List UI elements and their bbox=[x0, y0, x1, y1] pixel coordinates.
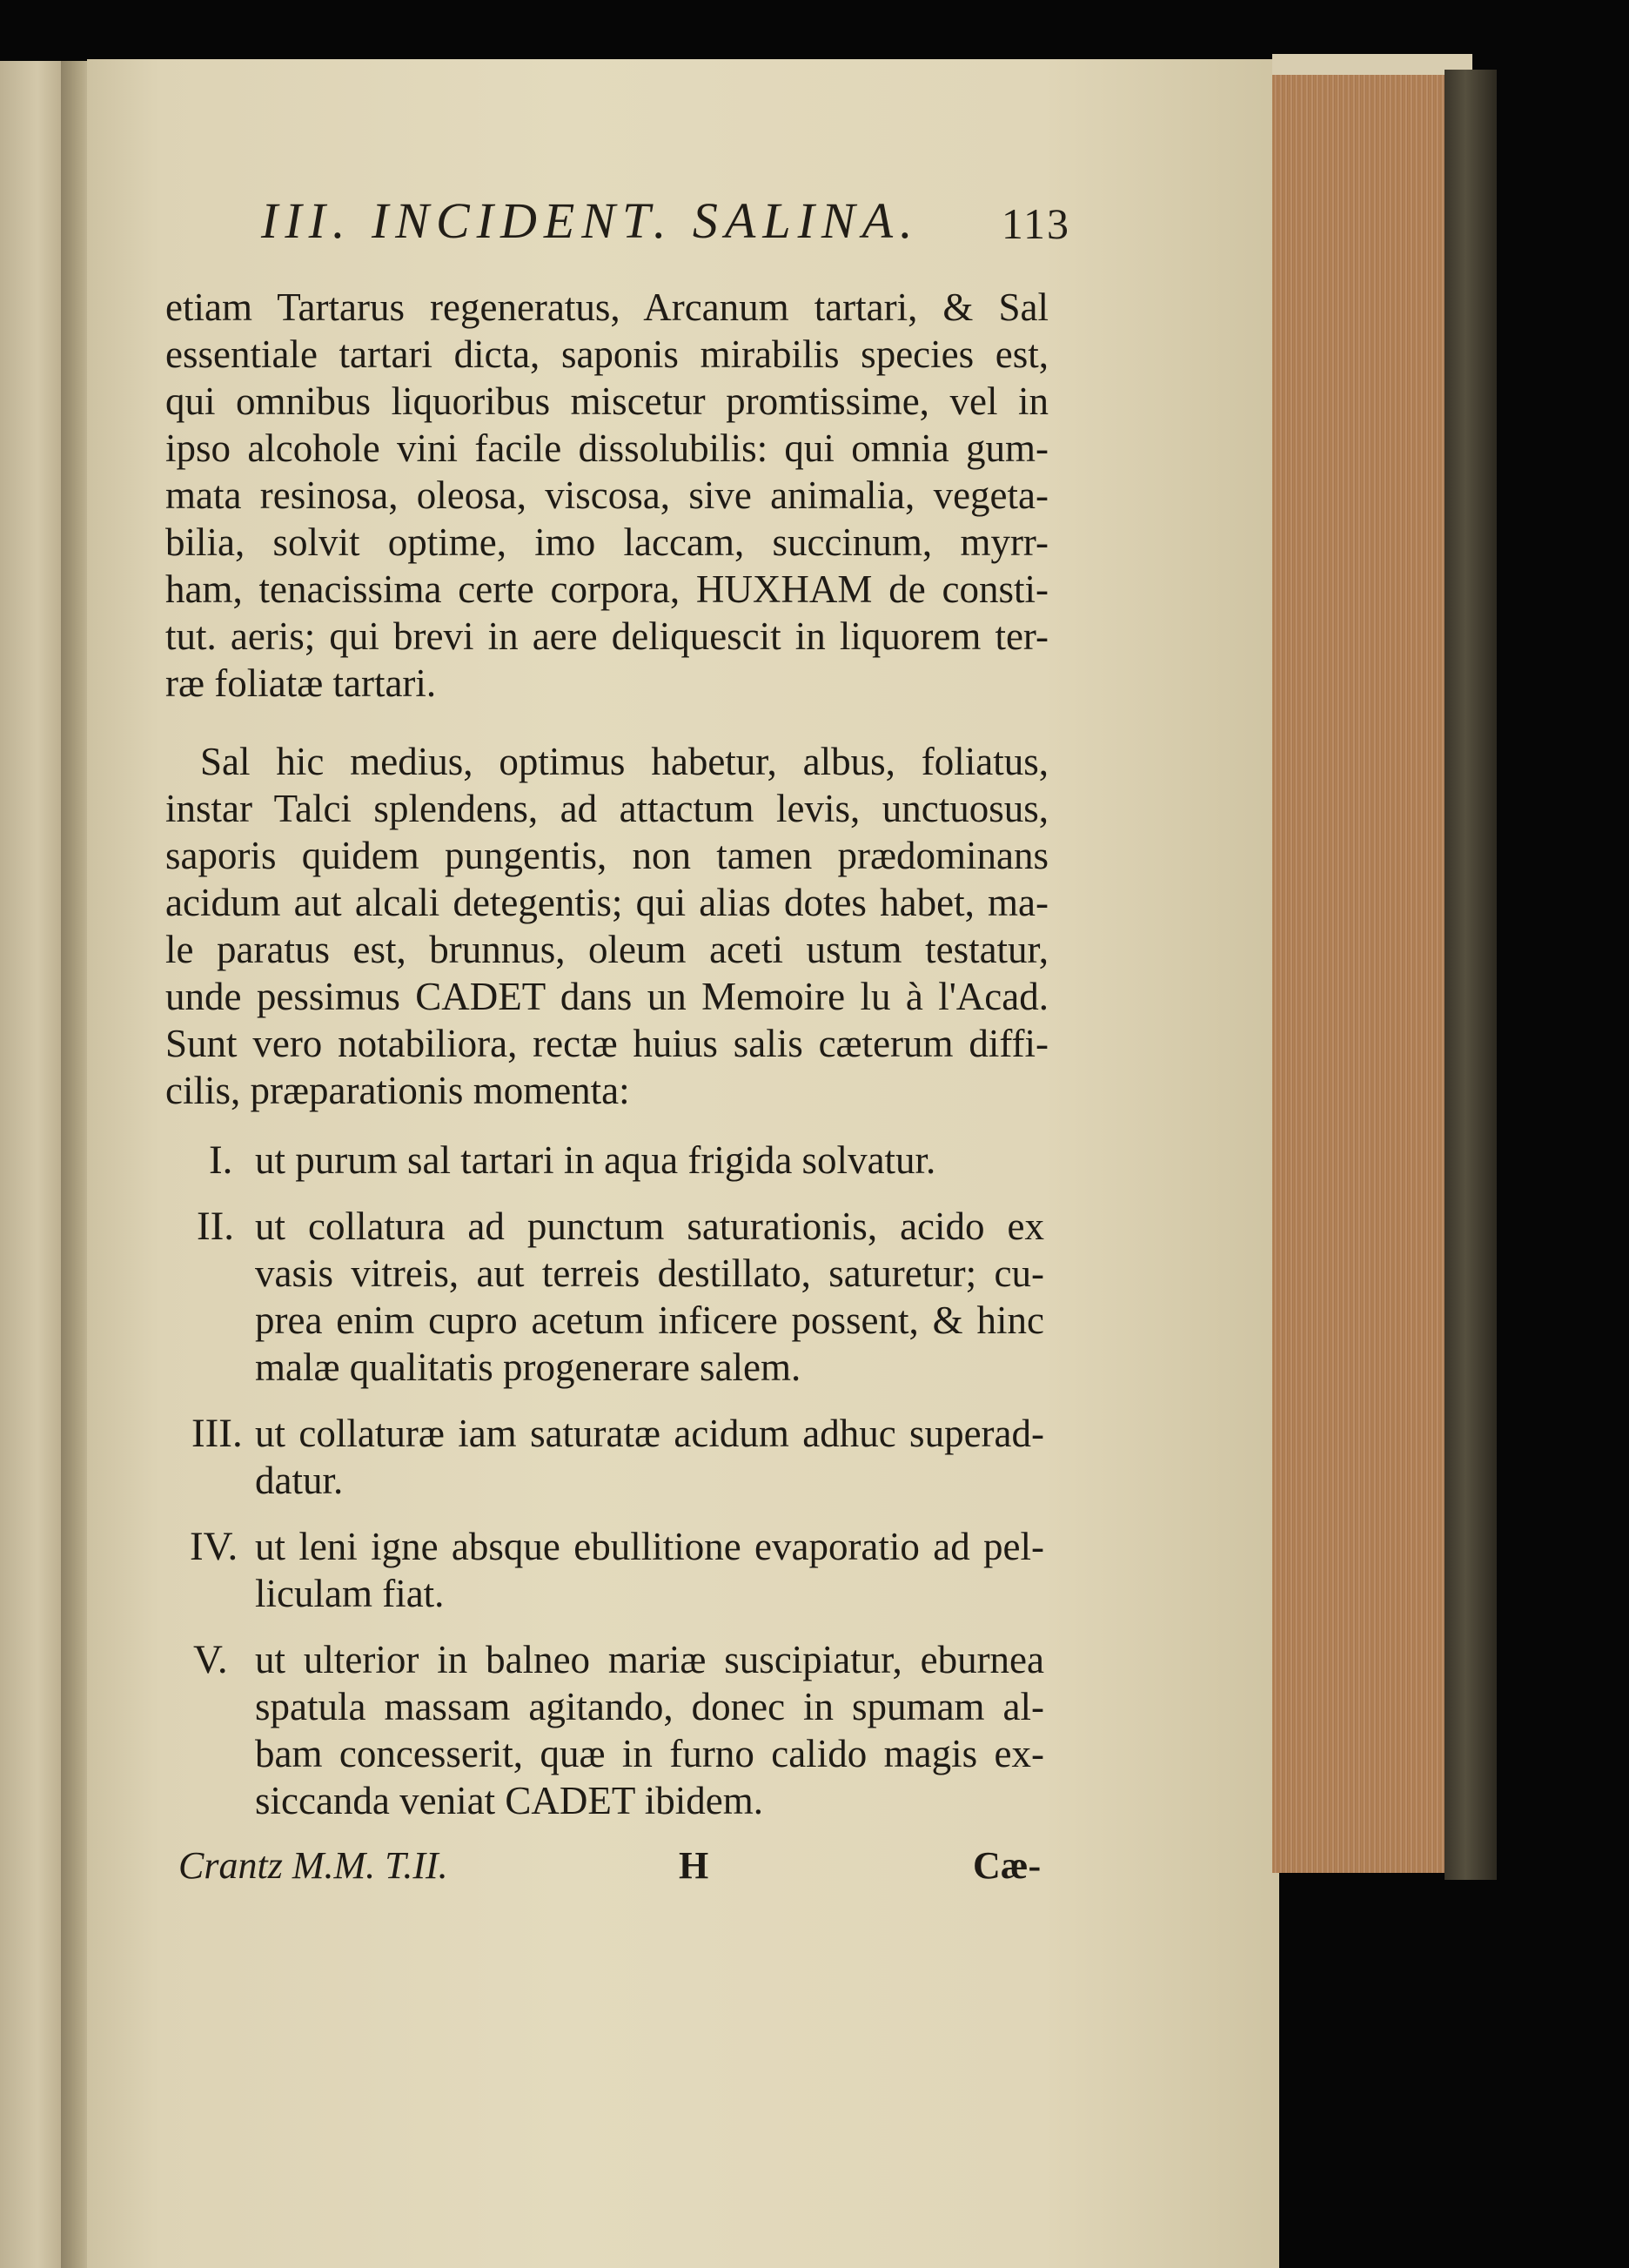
list-item-line: ut leni igne absque ebullitione evaporatio ad pel- bbox=[255, 1525, 1044, 1568]
list-item-number: I. bbox=[209, 1137, 233, 1183]
list-item-line: datur. bbox=[255, 1459, 344, 1502]
paragraph1-line: etiam Tartarus regeneratus, Arcanum tartari, & Sal bbox=[165, 285, 1049, 329]
paragraph2-line: cilis, præparationis momenta: bbox=[165, 1069, 630, 1112]
list-item-line: ut purum sal tartari in aqua frigida solvatur. bbox=[255, 1138, 936, 1182]
paragraph2-line: acidum aut alcali detegentis; qui alias dotes habet, ma- bbox=[165, 881, 1049, 924]
paragraph1-line: ham, tenacissima certe corpora, HUXHAM de consti- bbox=[165, 567, 1049, 611]
list-item-line: siccanda veniat CADET ibidem. bbox=[255, 1779, 764, 1822]
list-item-line: bam concesserit, quæ in furno calido magis ex- bbox=[255, 1732, 1044, 1775]
list-item-line: vasis vitreis, aut terreis destillato, saturetur; cu- bbox=[255, 1251, 1044, 1295]
gathering-mark: H bbox=[679, 1844, 709, 1887]
page-edges bbox=[1272, 54, 1472, 1873]
list-item-line: liculam fiat. bbox=[255, 1572, 445, 1615]
signature-line: Crantz M.M. T.II. bbox=[178, 1844, 448, 1887]
paragraph2-line: le paratus est, brunnus, oleum aceti ustum testatur, bbox=[165, 928, 1049, 971]
list-item-number: II. bbox=[197, 1204, 235, 1249]
paragraph1-line: mata resinosa, oleosa, viscosa, sive animalia, vegeta- bbox=[165, 473, 1049, 517]
list-item-number: V. bbox=[193, 1637, 228, 1682]
paragraph1-line: tut. aeris; qui brevi in aere deliquescit in liquorem ter- bbox=[165, 614, 1049, 658]
list-item-line: ut collatura ad punctum saturationis, acido ex bbox=[255, 1204, 1044, 1248]
paragraph1-line: ræ foliatæ tartari. bbox=[165, 661, 437, 705]
paragraph2-line: saporis quidem pungentis, non tamen prædominans bbox=[165, 834, 1049, 877]
paragraph2-line: unde pessimus CADET dans un Memoire lu à l'Acad. bbox=[165, 975, 1049, 1018]
left-facing-page bbox=[0, 61, 68, 2268]
paragraph2-line: instar Talci splendens, ad attactum levis, unctuosus, bbox=[165, 787, 1049, 830]
paragraph1-line: ipso alcohole vini facile dissolubilis: qui omnia gum- bbox=[165, 426, 1049, 470]
book-cover bbox=[1445, 70, 1497, 1880]
paragraph2-line: Sal hic medius, optimus habetur, albus, foliatus, bbox=[200, 740, 1049, 783]
list-item-line: malæ qualitatis progenerare salem. bbox=[255, 1345, 801, 1389]
paragraph1-line: essentiale tartari dicta, saponis mirabilis species est, bbox=[165, 332, 1049, 376]
paragraph1-line: qui omnibus liquoribus miscetur promtissime, vel in bbox=[165, 379, 1049, 423]
list-item-line: spatula massam agitando, donec in spumam al- bbox=[255, 1685, 1044, 1728]
running-head bbox=[261, 191, 1070, 250]
list-item-number: III. bbox=[191, 1411, 243, 1456]
list-item-number: IV. bbox=[190, 1524, 238, 1569]
catchword: Cæ- bbox=[973, 1844, 1042, 1887]
page-edges-top bbox=[1272, 54, 1472, 75]
running-head-title: III. INCIDENT. SALINA. bbox=[261, 192, 920, 249]
paragraph1-line: bilia, solvit optime, imo laccam, succinum, myrr- bbox=[165, 520, 1049, 564]
list-item-line: prea enim cupro acetum inficere possent, & hinc bbox=[255, 1298, 1044, 1342]
list-item-line: ut ulterior in balneo mariæ suscipiatur, eburnea bbox=[255, 1638, 1044, 1681]
paragraph2-line: Sunt vero notabiliora, rectæ huius salis cæterum diffi- bbox=[165, 1022, 1049, 1065]
page-number: 113 bbox=[1001, 199, 1070, 248]
list-item-line: ut collaturæ iam saturatæ acidum adhuc superad- bbox=[255, 1412, 1044, 1455]
